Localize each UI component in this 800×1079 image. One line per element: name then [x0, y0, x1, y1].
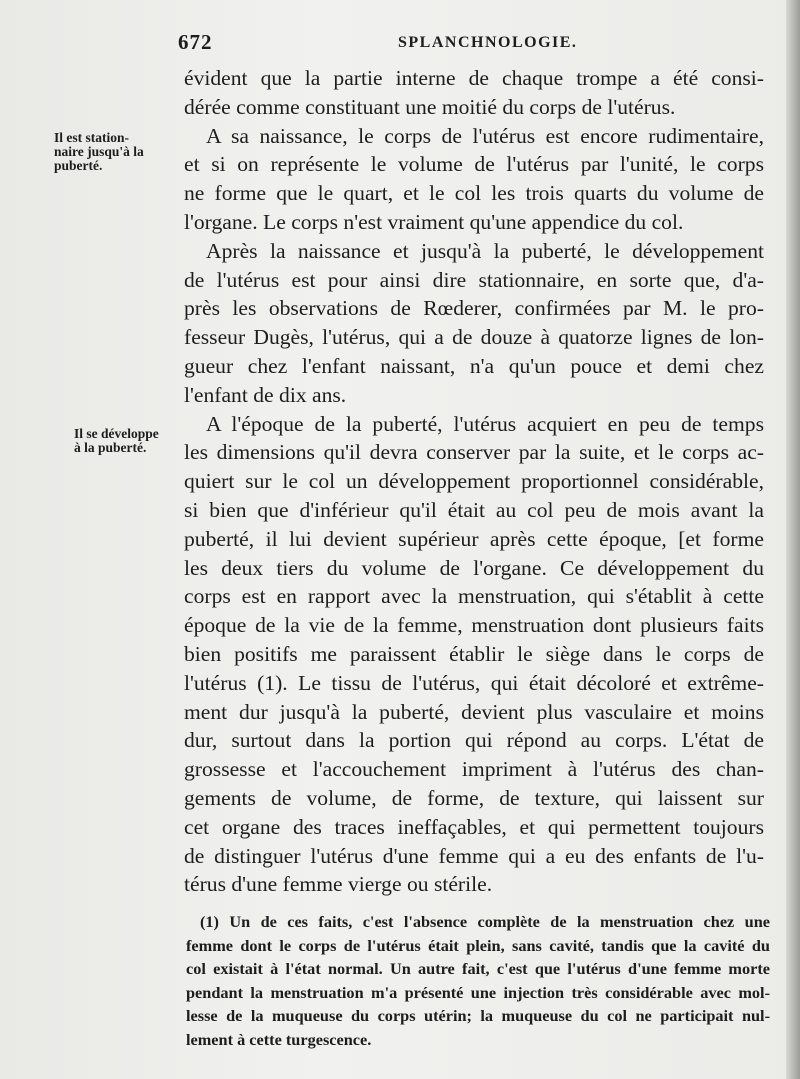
page-number: 672 — [178, 30, 213, 54]
text-line: grossesse et l'accouchement impriment à l'utérus des chan- — [184, 757, 764, 782]
text-line: ment dur jusqu'à la puberté, devient plus vasculaire et moins — [184, 699, 764, 724]
text-line: près les observations de Rœderer, confirmées par M. le pro- — [184, 296, 764, 321]
margin-note-line: puberté. — [54, 158, 103, 173]
text-line: ne forme que le quart, et le col les trois quarts du volume de — [184, 181, 764, 206]
footnote-line: femme dont le corps de l'utérus était plein, sans cavité, tandis que la cavité du — [186, 935, 770, 955]
text-line: puberté, il lui devient supérieur après cette époque, [et forme — [184, 526, 764, 551]
text-line: les dimensions qu'il devra conserver par la suite, et le corps ac- — [184, 440, 764, 465]
text-line: quiert sur le col un développement proportionnel considérable, — [184, 469, 764, 494]
page-header — [178, 30, 778, 56]
text-line: si bien que d'inférieur qu'il était au col peu de mois avant la — [184, 497, 764, 522]
text-line: dur, surtout dans la portion qui répond au corps. L'état de — [184, 728, 764, 753]
footnote — [186, 910, 770, 1051]
text-line: l'enfant de dix ans. — [184, 382, 347, 407]
text-line: de distinguer l'utérus d'une femme qui a eu des enfants de l'u- — [184, 843, 764, 868]
footnote-line: pendant la menstruation m'a présenté une injection très considérable avec mol- — [186, 982, 770, 1002]
text-line: A sa naissance, le corps de l'utérus est encore rudimentaire, — [206, 123, 764, 148]
text-line: A l'époque de la puberté, l'utérus acquiert en peu de temps — [206, 411, 764, 436]
text-line: térus d'une femme vierge ou stérile. — [184, 872, 493, 897]
footnote-line: col existait à l'état normal. Un autre fait, c'est que l'utérus d'une femme morte — [186, 959, 770, 978]
text-line: les deux tiers du volume de l'organe. Ce développement du — [184, 555, 764, 580]
text-line: fesseur Dugès, l'utérus, qui a de douze à quatorze lignes de lon- — [184, 325, 764, 350]
margin-note-line: Il se développe — [74, 426, 159, 441]
text-line: évident que la partie interne de chaque trompe a été consi- — [184, 66, 764, 90]
margin-note-line: Il est station- — [54, 130, 129, 145]
text-line: époque de la vie de la femme, menstruation dont plusieurs faits — [184, 613, 764, 638]
margin-note-line: à la puberté. — [74, 440, 147, 455]
text-line: gueur chez l'enfant naissant, n'a qu'un pouce et demi chez — [184, 353, 764, 378]
text-line: dérée comme constituant une moitié du corps de l'utérus. — [184, 94, 676, 119]
text-line: l'utérus (1). Le tissu de l'utérus, qui était décoloré et extrême- — [184, 670, 764, 695]
running-head: SPLANCHNOLOGIE. — [398, 34, 578, 51]
text-line: de l'utérus est pour ainsi dire stationnaire, en sorte que, d'a- — [184, 267, 764, 292]
footnote-line: (1) Un de ces faits, c'est l'absence complète de la menstruation chez une — [200, 912, 770, 931]
text-line: l'organe. Le corps n'est vraiment qu'une appendice du col. — [184, 209, 684, 234]
page-gutter-shadow — [786, 0, 800, 1079]
footnote-line: lement à cette turgescence. — [186, 1029, 372, 1049]
margin-note-stationnaire — [54, 131, 184, 173]
text-line: Après la naissance et jusqu'à la puberté, le développement — [206, 238, 764, 263]
text-line: bien positifs me paraissent établir le siège dans le corps de — [184, 641, 764, 666]
body-text — [184, 64, 764, 899]
text-line: cet organe des traces ineffaçables, et qui permettent toujours — [184, 814, 764, 839]
text-line: gements de volume, de forme, de texture, qui laissent sur — [184, 785, 764, 810]
footnote-line: lesse de la muqueuse du corps utérin; la muqueuse du col ne participait nul- — [186, 1006, 770, 1025]
text-line: corps est en rapport avec la menstruation, qui s'établit à cette — [184, 584, 764, 609]
text-line: et si on représente le volume de l'utérus par l'unité, le corps — [184, 152, 764, 177]
margin-note-line: naire jusqu'à la — [54, 144, 144, 159]
